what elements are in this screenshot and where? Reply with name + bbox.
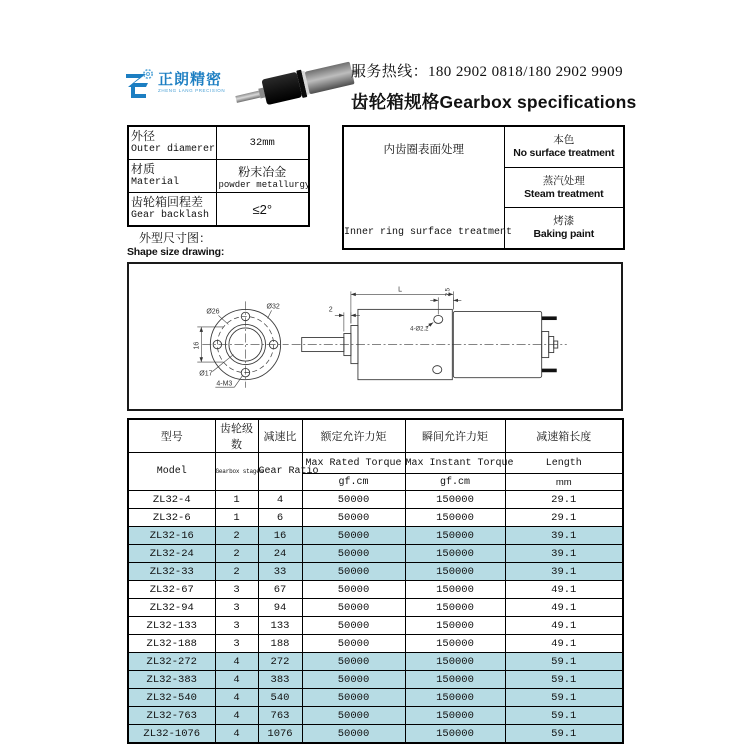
cell-rated: 50000 <box>302 509 405 527</box>
spec-label-en: Material <box>131 177 180 189</box>
col-header-stages-en: Gearbox stages <box>215 453 258 491</box>
col-header-instant-en: Max Instant Torque <box>405 453 505 474</box>
table-row <box>128 527 623 545</box>
cell-model: ZL32-188 <box>128 635 215 653</box>
cell-instant: 150000 <box>405 527 505 545</box>
cell-model: ZL32-272 <box>128 653 215 671</box>
cell-length: 49.1 <box>505 599 623 617</box>
col-header-ratio-en: Gear Ratio <box>258 453 302 491</box>
cell-length: 29.1 <box>505 509 623 527</box>
cell-length: 39.1 <box>505 527 623 545</box>
cell-rated: 50000 <box>302 491 405 509</box>
spec-value-cn: 粉末冶金 <box>238 164 287 179</box>
cell-rated: 50000 <box>302 581 405 599</box>
header-row-en <box>128 453 623 474</box>
cell-stages: 4 <box>215 707 258 725</box>
cell-length: 59.1 <box>505 671 623 689</box>
cell-ratio: 188 <box>258 635 302 653</box>
cell-instant: 150000 <box>405 635 505 653</box>
dia-2-2-holes-label: 4-Ø2.2 <box>410 326 429 333</box>
cell-model: ZL32-33 <box>128 563 215 581</box>
treatment-option-en: No surface treatment <box>513 147 615 160</box>
cell-stages: 3 <box>215 599 258 617</box>
logo-company-name-en: ZHENG LANG PRECISION <box>158 88 226 94</box>
table-row <box>128 653 623 671</box>
table-row <box>128 599 623 617</box>
spec-value-en: powder metallurgy <box>218 179 311 190</box>
cell-length: 59.1 <box>505 653 623 671</box>
cell-instant: 150000 <box>405 509 505 527</box>
spec-label-cn: 齿轮箱回程差 <box>131 195 204 210</box>
dia-32-label: Ø32 <box>266 303 280 311</box>
table-row <box>128 563 623 581</box>
cell-model: ZL32-133 <box>128 617 215 635</box>
cell-instant: 150000 <box>405 617 505 635</box>
cell-ratio: 272 <box>258 653 302 671</box>
treatment-option-en: Steam treatment <box>524 187 604 200</box>
cell-length: 49.1 <box>505 635 623 653</box>
dim-16-label: 16 <box>193 341 201 350</box>
gear-ratio-table <box>127 418 624 744</box>
col-header-model-en: Model <box>128 453 215 491</box>
cell-ratio: 763 <box>258 707 302 725</box>
cell-instant: 150000 <box>405 671 505 689</box>
cell-instant: 150000 <box>405 653 505 671</box>
cell-ratio: 94 <box>258 599 302 617</box>
table-row <box>128 126 309 160</box>
dia-26-label: Ø26 <box>206 308 220 316</box>
cell-ratio: 16 <box>258 527 302 545</box>
shape-size-drawing <box>127 262 623 411</box>
photo-shaft <box>235 90 260 102</box>
cell-rated: 50000 <box>302 707 405 725</box>
table-row <box>128 671 623 689</box>
cell-instant: 150000 <box>405 707 505 725</box>
cell-rated: 50000 <box>302 671 405 689</box>
spec-label-cn: 材质 <box>131 162 156 177</box>
spec-table <box>127 125 310 227</box>
table-row <box>128 491 623 509</box>
cell-stages: 2 <box>215 527 258 545</box>
cell-rated: 50000 <box>302 653 405 671</box>
spec-label-en: Gear backlash <box>131 210 210 222</box>
cell-model: ZL32-24 <box>128 545 215 563</box>
cell-rated: 50000 <box>302 563 405 581</box>
spec-label-cn: 外径 <box>131 129 156 144</box>
cell-ratio: 1076 <box>258 725 302 744</box>
cell-instant: 150000 <box>405 545 505 563</box>
cell-length: 59.1 <box>505 725 623 744</box>
cell-stages: 4 <box>215 725 258 744</box>
photo-gearbox-body <box>261 72 302 105</box>
cell-instant: 150000 <box>405 599 505 617</box>
dia-17-label: Ø17 <box>199 370 213 378</box>
cell-ratio: 540 <box>258 689 302 707</box>
cell-rated: 50000 <box>302 635 405 653</box>
drawing-section-label <box>127 232 224 258</box>
cell-model: ZL32-383 <box>128 671 215 689</box>
product-photo <box>233 56 341 118</box>
cell-ratio: 24 <box>258 545 302 563</box>
table-row <box>128 725 623 744</box>
spec-value: ≤2° <box>252 201 273 217</box>
cell-length: 39.1 <box>505 563 623 581</box>
gearmotor-image <box>233 57 362 113</box>
cell-ratio: 133 <box>258 617 302 635</box>
table-row <box>128 193 309 227</box>
company-logo <box>124 58 234 108</box>
cell-stages: 3 <box>215 581 258 599</box>
cell-instant: 150000 <box>405 491 505 509</box>
cell-rated: 50000 <box>302 599 405 617</box>
cell-ratio: 33 <box>258 563 302 581</box>
cell-instant: 150000 <box>405 725 505 744</box>
table-row <box>128 635 623 653</box>
page-title: 齿轮箱规格Gearbox specifications <box>351 92 637 112</box>
col-header-stages-cn: 齿轮级数 <box>215 419 258 453</box>
photo-motor-body <box>305 61 355 94</box>
col-header-instant-cn: 瞬间允许力矩 <box>405 419 505 453</box>
length-L-label: L <box>398 286 403 294</box>
cell-rated: 50000 <box>302 617 405 635</box>
treatment-label-en: Inner ring surface treatment <box>344 227 513 238</box>
cell-rated: 50000 <box>302 689 405 707</box>
cell-instant: 150000 <box>405 689 505 707</box>
cell-instant: 150000 <box>405 563 505 581</box>
cell-length: 49.1 <box>505 581 623 599</box>
cell-rated: 50000 <box>302 545 405 563</box>
unit-length: mm <box>505 474 623 491</box>
cell-stages: 1 <box>215 491 258 509</box>
cell-model: ZL32-4 <box>128 491 215 509</box>
cell-rated: 50000 <box>302 725 405 744</box>
spec-value: 32mm <box>249 137 275 149</box>
cell-length: 59.1 <box>505 689 623 707</box>
m3-holes-label: 4-M3 <box>216 380 233 388</box>
cell-model: ZL32-6 <box>128 509 215 527</box>
col-header-length-cn: 减速箱长度 <box>505 419 623 453</box>
surface-treatment-table <box>342 125 625 250</box>
col-header-model-cn: 型号 <box>128 419 215 453</box>
cell-rated: 50000 <box>302 527 405 545</box>
section-label-cn: 外型尺寸图： <box>139 231 212 245</box>
spec-label-en: Outer diamerer <box>131 144 216 156</box>
cell-ratio: 6 <box>258 509 302 527</box>
cell-stages: 4 <box>215 671 258 689</box>
zl-logo-icon <box>124 67 154 99</box>
dim-2-label: 2 <box>328 306 333 314</box>
cell-length: 29.1 <box>505 491 623 509</box>
cell-model: ZL32-763 <box>128 707 215 725</box>
cell-ratio: 383 <box>258 671 302 689</box>
table-row <box>128 581 623 599</box>
table-row <box>128 509 623 527</box>
table-row <box>343 126 624 167</box>
dimension-drawing-svg <box>129 264 621 409</box>
cell-model: ZL32-16 <box>128 527 215 545</box>
cell-model: ZL32-67 <box>128 581 215 599</box>
table-row <box>128 617 623 635</box>
cell-stages: 3 <box>215 635 258 653</box>
cell-ratio: 4 <box>258 491 302 509</box>
cell-stages: 4 <box>215 653 258 671</box>
cell-stages: 2 <box>215 563 258 581</box>
header-row-cn <box>128 419 623 453</box>
table-row <box>128 689 623 707</box>
cell-ratio: 67 <box>258 581 302 599</box>
cell-stages: 4 <box>215 689 258 707</box>
treatment-label-cn: 内齿圈表面处理 <box>383 144 464 156</box>
unit-rated: gf.cm <box>302 474 405 491</box>
cell-instant: 150000 <box>405 581 505 599</box>
treatment-option-cn: 本色 <box>553 133 575 146</box>
section-label-en: Shape size drawing: <box>127 245 225 258</box>
cell-model: ZL32-540 <box>128 689 215 707</box>
col-header-rated-en: Max Rated Torque <box>302 453 405 474</box>
cell-length: 39.1 <box>505 545 623 563</box>
cell-stages: 2 <box>215 545 258 563</box>
dim-2-5-label: 2.5 <box>445 287 452 297</box>
table-row <box>128 707 623 725</box>
table-row <box>128 160 309 193</box>
cell-stages: 3 <box>215 617 258 635</box>
cell-model: ZL32-1076 <box>128 725 215 744</box>
logo-company-name: 正朗精密 <box>158 71 223 89</box>
service-hotline: 服务热线：180 2902 0818/180 2902 9909 <box>351 64 623 80</box>
treatment-option-cn: 蒸汽处理 <box>542 174 585 187</box>
treatment-option-en: Baking paint <box>533 228 595 241</box>
table-row <box>128 545 623 563</box>
col-header-rated-cn: 额定允许力矩 <box>302 419 405 453</box>
cell-stages: 1 <box>215 509 258 527</box>
col-header-length-en: Length <box>505 453 623 474</box>
cell-length: 59.1 <box>505 707 623 725</box>
cell-length: 49.1 <box>505 617 623 635</box>
col-header-ratio-cn: 减速比 <box>258 419 302 453</box>
treatment-option-cn: 烤漆 <box>553 215 575 228</box>
cell-model: ZL32-94 <box>128 599 215 617</box>
unit-instant: gf.cm <box>405 474 505 491</box>
